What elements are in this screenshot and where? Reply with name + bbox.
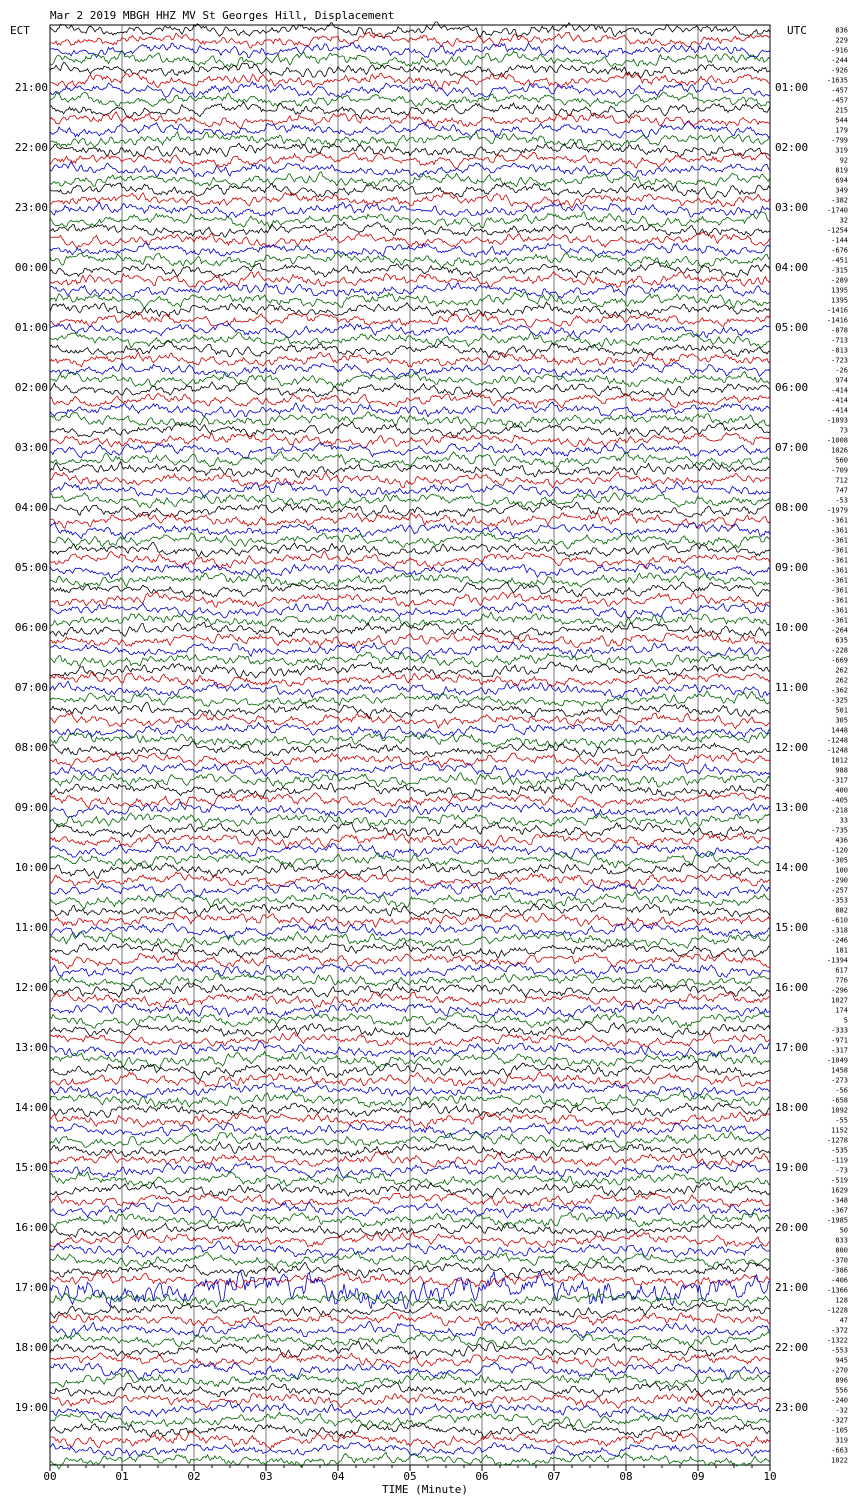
right-hour-label: 03:00	[775, 201, 809, 214]
row-offset-value: 349	[835, 186, 848, 195]
row-offset-value: -658	[831, 1096, 848, 1105]
left-hour-label: 01:00	[14, 321, 48, 334]
row-offset-value: -353	[831, 896, 848, 905]
row-offset-value: -246	[831, 936, 848, 945]
row-offset-value: -325	[831, 696, 848, 705]
right-hour-label: 02:00	[775, 141, 809, 154]
row-offset-value: -457	[831, 86, 848, 95]
row-offset-value: -878	[831, 326, 848, 335]
row-offset-value: 712	[835, 476, 848, 485]
row-offset-value: -361	[831, 576, 848, 585]
row-offset-value: 73	[839, 426, 848, 435]
right-hour-label: 18:00	[775, 1101, 809, 1114]
row-offset-value: 128	[835, 1296, 848, 1305]
row-offset-value: 819	[835, 166, 848, 175]
row-offset-value: -553	[831, 1346, 848, 1355]
right-hour-label: 06:00	[775, 381, 809, 394]
right-timezone-label: UTC	[787, 24, 807, 37]
row-offset-value: -663	[831, 1446, 848, 1455]
row-offset-value: -289	[831, 276, 848, 285]
left-hour-label: 07:00	[14, 681, 48, 694]
left-hour-label: 22:00	[14, 141, 48, 154]
row-offset-value: -1740	[826, 206, 848, 215]
left-hour-label: 23:00	[14, 201, 48, 214]
row-offset-value: -361	[831, 526, 848, 535]
row-offset-value: -264	[831, 626, 848, 635]
x-tick-label: 10	[763, 1470, 777, 1483]
row-offset-value: 776	[835, 976, 848, 985]
row-offset-value: -1985	[826, 1216, 848, 1225]
row-offset-value: 400	[835, 786, 848, 795]
row-offset-value: 5	[843, 1016, 848, 1025]
right-hour-label: 13:00	[775, 801, 809, 814]
row-offset-value: -916	[831, 46, 848, 55]
row-offset-value: 1152	[831, 1126, 848, 1135]
x-tick-label: 02	[187, 1470, 201, 1483]
row-offset-value: -327	[831, 1416, 848, 1425]
row-offset-value: -317	[831, 1046, 848, 1055]
left-hour-label: 02:00	[14, 381, 48, 394]
left-hour-label: 13:00	[14, 1041, 48, 1054]
right-hour-label: 09:00	[775, 561, 809, 574]
x-tick-label: 07	[547, 1470, 561, 1483]
row-offset-value: -240	[831, 1396, 848, 1405]
row-offset-value: 617	[835, 966, 848, 975]
row-offset-value: -228	[831, 646, 848, 655]
right-hour-label: 05:00	[775, 321, 809, 334]
row-offset-value: -535	[831, 1146, 848, 1155]
x-tick-label: 08	[619, 1470, 633, 1483]
row-offset-value: -361	[831, 556, 848, 565]
row-offset-value: -55	[835, 1116, 848, 1125]
right-hour-label: 22:00	[775, 1341, 809, 1354]
left-hour-label: 18:00	[14, 1341, 48, 1354]
right-hour-label: 20:00	[775, 1221, 809, 1234]
row-offset-value: -1248	[826, 746, 848, 755]
row-offset-value: 32	[839, 216, 848, 225]
row-offset-value: -361	[831, 536, 848, 545]
row-offset-value: -1228	[826, 1306, 848, 1315]
left-timezone-label: ECT	[10, 24, 30, 37]
row-offset-value: -361	[831, 606, 848, 615]
x-tick-label: 05	[403, 1470, 417, 1483]
row-offset-value: -1416	[826, 316, 848, 325]
row-offset-value: -1416	[826, 306, 848, 315]
left-hour-label: 11:00	[14, 921, 48, 934]
right-hour-label: 16:00	[775, 981, 809, 994]
left-hour-label: 19:00	[14, 1401, 48, 1414]
row-offset-value: 229	[835, 36, 848, 45]
x-tick-label: 03	[259, 1470, 273, 1483]
row-offset-value: 1395	[831, 296, 848, 305]
row-offset-value: -315	[831, 266, 848, 275]
row-offset-value: -451	[831, 256, 848, 265]
row-offset-value: -382	[831, 196, 848, 205]
row-offset-value: -290	[831, 876, 848, 885]
right-hour-label: 04:00	[775, 261, 809, 274]
x-tick-label: 01	[115, 1470, 129, 1483]
row-offset-value: -713	[831, 336, 848, 345]
row-offset-value: -1008	[826, 436, 848, 445]
row-offset-value: 501	[835, 706, 848, 715]
row-offset-value: -1979	[826, 506, 848, 515]
row-offset-value: -1322	[826, 1336, 848, 1345]
row-offset-value: 47	[839, 1316, 848, 1325]
row-offset-value: 556	[835, 1386, 848, 1395]
row-offset-value: 833	[835, 1236, 848, 1245]
row-offset-value: 262	[835, 676, 848, 685]
left-hour-label: 14:00	[14, 1101, 48, 1114]
left-hour-label: 10:00	[14, 861, 48, 874]
row-offset-value: 319	[835, 146, 848, 155]
row-offset-value: -32	[835, 1406, 848, 1415]
row-offset-value: -305	[831, 856, 848, 865]
row-offset-value: -414	[831, 396, 848, 405]
row-offset-value: 882	[835, 906, 848, 915]
left-hour-label: 16:00	[14, 1221, 48, 1234]
left-hour-label: 03:00	[14, 441, 48, 454]
row-offset-value: -414	[831, 406, 848, 415]
row-offset-value: -723	[831, 356, 848, 365]
row-offset-value: -333	[831, 1026, 848, 1035]
row-offset-value: -361	[831, 546, 848, 555]
x-tick-label: 09	[691, 1470, 705, 1483]
row-offset-value: -361	[831, 616, 848, 625]
left-hour-label: 04:00	[14, 501, 48, 514]
row-offset-value: -370	[831, 1256, 848, 1265]
row-offset-value: 544	[835, 116, 848, 125]
row-offset-value: -73	[835, 1166, 848, 1175]
left-hour-label: 12:00	[14, 981, 48, 994]
row-offset-value: 1395	[831, 286, 848, 295]
row-offset-value: -457	[831, 96, 848, 105]
row-offset-value: 319	[835, 1436, 848, 1445]
row-offset-value: -926	[831, 66, 848, 75]
row-offset-value: -406	[831, 1276, 848, 1285]
left-hour-label: 00:00	[14, 261, 48, 274]
row-offset-value: -709	[831, 466, 848, 475]
row-offset-value: -1093	[826, 416, 848, 425]
row-offset-value: -414	[831, 386, 848, 395]
left-hour-label: 17:00	[14, 1281, 48, 1294]
row-offset-value: -361	[831, 566, 848, 575]
x-tick-label: 06	[475, 1470, 489, 1483]
row-offset-value: -813	[831, 346, 848, 355]
right-hour-label: 14:00	[775, 861, 809, 874]
row-offset-value: 694	[835, 176, 848, 185]
right-hour-label: 17:00	[775, 1041, 809, 1054]
chart-title: Mar 2 2019 MBGH HHZ MV St Georges Hill, Displacement	[50, 9, 395, 22]
right-hour-label: 01:00	[775, 81, 809, 94]
row-offset-value: 635	[835, 636, 848, 645]
row-offset-value: -519	[831, 1176, 848, 1185]
row-offset-value: -1254	[826, 226, 848, 235]
left-hour-label: 09:00	[14, 801, 48, 814]
row-offset-value: -1635	[826, 76, 848, 85]
row-offset-value: -119	[831, 1156, 848, 1165]
row-offset-value: -53	[835, 496, 848, 505]
row-offset-value: 945	[835, 1356, 848, 1365]
left-hour-label: 06:00	[14, 621, 48, 634]
row-offset-value: 896	[835, 1376, 848, 1385]
row-offset-value: -144	[831, 236, 848, 245]
row-offset-value: -386	[831, 1266, 848, 1275]
right-hour-label: 10:00	[775, 621, 809, 634]
row-offset-value: -317	[831, 776, 848, 785]
row-offset-value: 1629	[831, 1186, 848, 1195]
row-offset-value: -799	[831, 136, 848, 145]
row-offset-value: -361	[831, 596, 848, 605]
row-offset-value: 974	[835, 376, 848, 385]
x-tick-label: 04	[331, 1470, 345, 1483]
right-hour-label: 21:00	[775, 1281, 809, 1294]
row-offset-value: 100	[835, 866, 848, 875]
row-offset-value: 174	[835, 1006, 848, 1015]
row-offset-value: -318	[831, 926, 848, 935]
row-offset-value: -971	[831, 1036, 848, 1045]
row-offset-value: -56	[835, 1086, 848, 1095]
row-offset-value: 988	[835, 766, 848, 775]
row-offset-value: 1026	[831, 446, 848, 455]
row-offset-value: -1394	[826, 956, 848, 965]
left-hour-label: 21:00	[14, 81, 48, 94]
row-offset-value: 1448	[831, 726, 848, 735]
row-offset-value: 800	[835, 1246, 848, 1255]
row-offset-value: -348	[831, 1196, 848, 1205]
row-offset-value: -105	[831, 1426, 848, 1435]
row-offset-value: 1022	[831, 1456, 848, 1465]
row-offset-value: -367	[831, 1206, 848, 1215]
row-offset-value: 215	[835, 106, 848, 115]
row-offset-value: -270	[831, 1366, 848, 1375]
row-offset-value: -405	[831, 796, 848, 805]
left-hour-label: 08:00	[14, 741, 48, 754]
row-offset-value: 436	[835, 836, 848, 845]
row-offset-value: -26	[835, 366, 848, 375]
row-offset-value: 747	[835, 486, 848, 495]
row-offset-value: 1012	[831, 756, 848, 765]
row-offset-value: 181	[835, 946, 848, 955]
row-offset-value: -273	[831, 1076, 848, 1085]
row-offset-value: 262	[835, 666, 848, 675]
right-hour-label: 07:00	[775, 441, 809, 454]
row-offset-value: -1278	[826, 1136, 848, 1145]
row-offset-value: -1049	[826, 1056, 848, 1065]
row-offset-value: -296	[831, 986, 848, 995]
row-offset-value: -1366	[826, 1286, 848, 1295]
x-axis-label: TIME (Minute)	[381, 1483, 469, 1496]
row-offset-value: -218	[831, 806, 848, 815]
right-hour-label: 19:00	[775, 1161, 809, 1174]
row-offset-value: 1092	[831, 1106, 848, 1115]
row-offset-value: 179	[835, 126, 848, 135]
row-offset-value: 836	[835, 26, 848, 35]
row-offset-value: 1458	[831, 1066, 848, 1075]
right-hour-label: 08:00	[775, 501, 809, 514]
row-offset-value: -669	[831, 656, 848, 665]
right-hour-label: 23:00	[775, 1401, 809, 1414]
row-offset-value: -361	[831, 516, 848, 525]
row-offset-value: 305	[835, 716, 848, 725]
right-hour-label: 12:00	[775, 741, 809, 754]
row-offset-value: -244	[831, 56, 848, 65]
left-hour-label: 05:00	[14, 561, 48, 574]
row-offset-value: -120	[831, 846, 848, 855]
row-offset-value: -676	[831, 246, 848, 255]
row-offset-value: -1248	[826, 736, 848, 745]
x-tick-label: 00	[43, 1470, 57, 1483]
row-offset-value: 50	[839, 1226, 848, 1235]
right-hour-label: 15:00	[775, 921, 809, 934]
row-offset-value: 1027	[831, 996, 848, 1005]
row-offset-value: -372	[831, 1326, 848, 1335]
row-offset-value: -257	[831, 886, 848, 895]
row-offset-value: 33	[839, 816, 848, 825]
row-offset-value: -610	[831, 916, 848, 925]
left-hour-label: 15:00	[14, 1161, 48, 1174]
row-offset-value: 560	[835, 456, 848, 465]
row-offset-value: -735	[831, 826, 848, 835]
row-offset-value: 92	[839, 156, 848, 165]
right-hour-label: 11:00	[775, 681, 809, 694]
row-offset-value: -362	[831, 686, 848, 695]
row-offset-value: -361	[831, 586, 848, 595]
